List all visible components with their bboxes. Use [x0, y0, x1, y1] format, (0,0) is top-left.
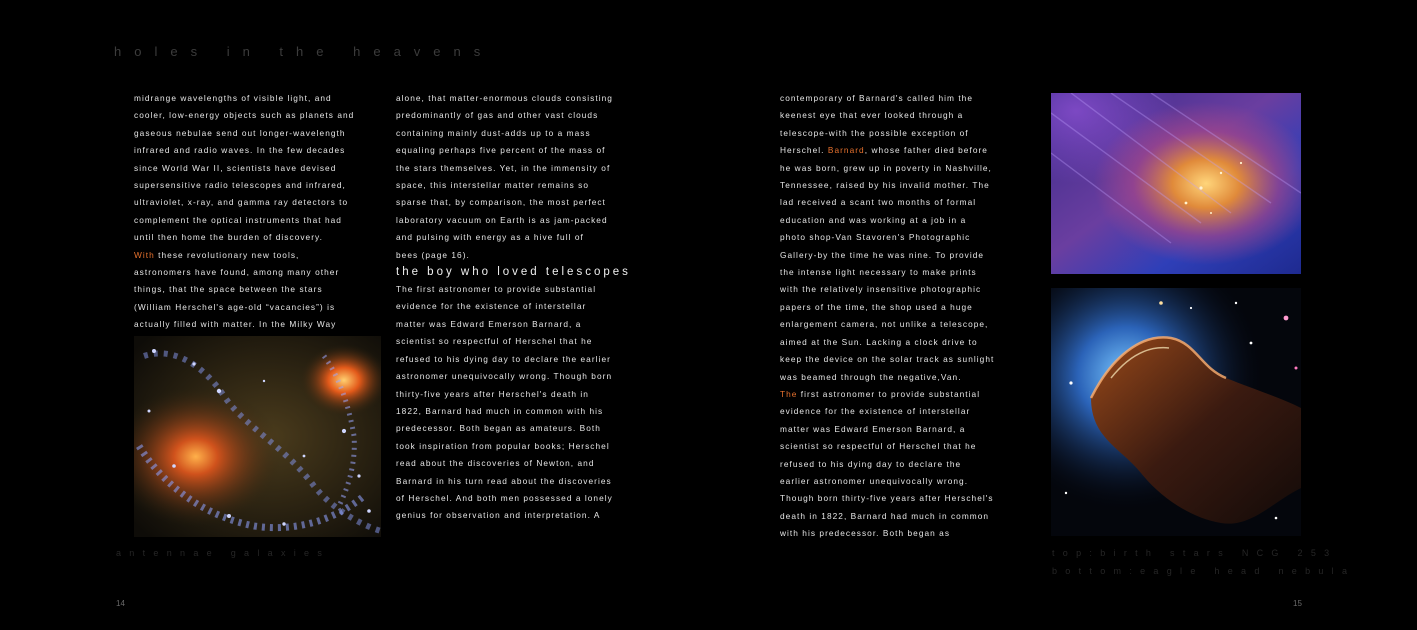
text-line: and pulsing with energy as a hive full of — [396, 232, 584, 243]
text-line: thirty-five years after Herschel's death in — [396, 388, 589, 399]
text-line: bees (page 16). — [396, 249, 470, 260]
page-number-right: 15 — [1293, 599, 1302, 608]
right-lines-c — [780, 403, 1035, 542]
section-subhead: the boy who loved telescopes — [396, 266, 631, 279]
text-line: containing mainly dust-adds up to a mass — [396, 127, 591, 138]
text-line: Barnard in his turn read about the discoveries — [396, 475, 612, 486]
eagle-nebula-caption: bottom:eagle head nebula — [1052, 566, 1356, 576]
col2-lines-b — [396, 281, 651, 525]
text-line: The first astronomer to provide substantial — [396, 284, 597, 295]
text-line: matter was Edward Emerson Barnard, a — [396, 318, 582, 329]
text-line: refused to his dying day to declare the — [780, 458, 962, 469]
text-line: the intense light necessary to make prints — [780, 267, 977, 278]
col1-with-line — [134, 247, 384, 264]
text-line: scientist so respectful of Herschel that he — [396, 336, 593, 347]
text-line: keenest eye that ever looked through a — [780, 110, 964, 121]
text-line: read about the discoveries of Newton, and — [396, 458, 595, 469]
antennae-caption: antennae galaxies — [116, 548, 331, 558]
eagle-head-nebula-image — [1051, 288, 1301, 536]
text-line: midrange wavelengths of visible light, and — [134, 93, 332, 103]
with-line-rest: these revolutionary new tools, — [154, 249, 300, 260]
text-line: was beamed through the negative,Van. — [780, 371, 962, 382]
birth-stars-caption: top:birth stars NCG 253 — [1052, 548, 1338, 558]
text-line: lad received a scant two months of formal — [780, 197, 977, 208]
text-line: alone, that matter-enormous clouds consisting — [396, 93, 613, 103]
col1-lines-a — [134, 90, 384, 247]
text-line: the stars themselves. Yet, in the immensity of — [396, 162, 611, 173]
text-line: things, that the space between the stars — [134, 284, 323, 295]
text-line: scientist so respectful of Herschel that he — [780, 441, 977, 452]
text-line: refused to his dying day to declare the earlier — [396, 353, 611, 364]
text-line: took inspiration from popular books; Herschel — [396, 440, 610, 451]
text-line: of Herschel. And both men possessed a lonely — [396, 492, 613, 503]
right-lines-b — [780, 160, 1035, 386]
the-dropcap-word: The — [780, 388, 798, 399]
text-line: (William Herschel's age-old “vacancies”) is — [134, 301, 336, 312]
herschel-pre: Herschel. — [780, 145, 828, 156]
text-line: predominantly of gas and other vast clouds — [396, 110, 599, 121]
text-line: complement the optical instruments that had — [134, 214, 342, 225]
left-column-1 — [134, 90, 384, 334]
text-line: papers of the time, the shop used a huge — [780, 301, 973, 312]
text-line: sparse that, by comparison, the most perfect — [396, 197, 606, 208]
text-line: evidence for the existence of interstellar — [396, 301, 587, 312]
text-line: he was born, grew up in poverty in Nashville, — [780, 162, 992, 173]
right-barnard-line — [780, 142, 1035, 159]
text-line: until then home the burden of discovery. — [134, 232, 323, 243]
text-line: since World War II, scientists have devised — [134, 162, 337, 173]
text-line: ultraviolet, x-ray, and gamma ray detectors to — [134, 197, 349, 208]
text-line: earlier astronomer unequivocally wrong. — [780, 475, 969, 486]
col2-lines-a — [396, 90, 651, 264]
text-line: enlargement camera, not unlike a telescope, — [780, 319, 989, 330]
text-line: infrared and radio waves. In the few decades — [134, 145, 346, 156]
running-header: holes in the heavens — [114, 44, 494, 59]
text-line: laboratory vacuum on Earth is as jam-packed — [396, 214, 608, 225]
page-number-left: 14 — [116, 599, 125, 608]
text-line: matter was Edward Emerson Barnard, a — [780, 423, 966, 434]
right-the-line — [780, 386, 1035, 403]
text-line: astronomers have found, among many other — [134, 267, 340, 278]
text-line: aimed at the Sun. Lacking a clock drive to — [780, 336, 978, 347]
herschel-post: , whose father died before — [864, 145, 988, 156]
text-line: photo shop-Van Stavoren's Photographic — [780, 232, 971, 243]
antennae-galaxies-image — [134, 336, 381, 537]
text-line: equaling perhaps five percent of the mass of — [396, 145, 606, 156]
text-line: actually filled with matter. In the Milky Way — [134, 319, 337, 330]
text-line: telescope-with the possible exception of — [780, 127, 969, 138]
text-line: with the relatively insensitive photographic — [780, 284, 982, 295]
text-line: Gallery-by the time he was nine. To provide — [780, 249, 985, 260]
text-line: cooler, low-energy objects such as planets and — [134, 110, 355, 121]
text-line: contemporary of Barnard's called him the — [780, 93, 974, 103]
birth-stars-image — [1051, 93, 1301, 274]
text-line: death in 1822, Barnard had much in common — [780, 510, 990, 521]
barnard-highlight: Barnard — [827, 145, 865, 156]
text-line: with his predecessor. Both began as — [780, 528, 951, 539]
text-line: keep the device on the solar track as sunlight — [780, 354, 995, 365]
col1-lines-b — [134, 264, 384, 334]
text-line: education and was working at a job in a — [780, 214, 967, 225]
text-line: predecessor. Both began as amateurs. Both — [396, 423, 601, 434]
text-line: Tennessee, raised by his invalid mother. The — [780, 180, 990, 191]
text-line: 1822, Barnard had much in common with his — [396, 405, 604, 416]
text-line: Though born thirty-five years after Herschel's — [780, 493, 994, 504]
text-line: space, this interstellar matter remains so — [396, 180, 590, 191]
right-lines-a — [780, 90, 1035, 142]
left-column-2 — [396, 90, 651, 525]
text-line: supersensitive radio telescopes and infrared, — [134, 180, 346, 191]
text-line: evidence for the existence of interstellar — [780, 406, 971, 417]
text-line: gaseous nebulae send out longer-wavelength — [134, 127, 346, 138]
right-column — [780, 90, 1035, 543]
with-dropcap-word: With — [134, 249, 155, 260]
text-line: genius for observation and interpretation. A — [396, 510, 601, 521]
text-line: astronomer unequivocally wrong. Though born — [396, 371, 613, 382]
the-line-rest: first astronomer to provide substantial — [797, 388, 981, 399]
